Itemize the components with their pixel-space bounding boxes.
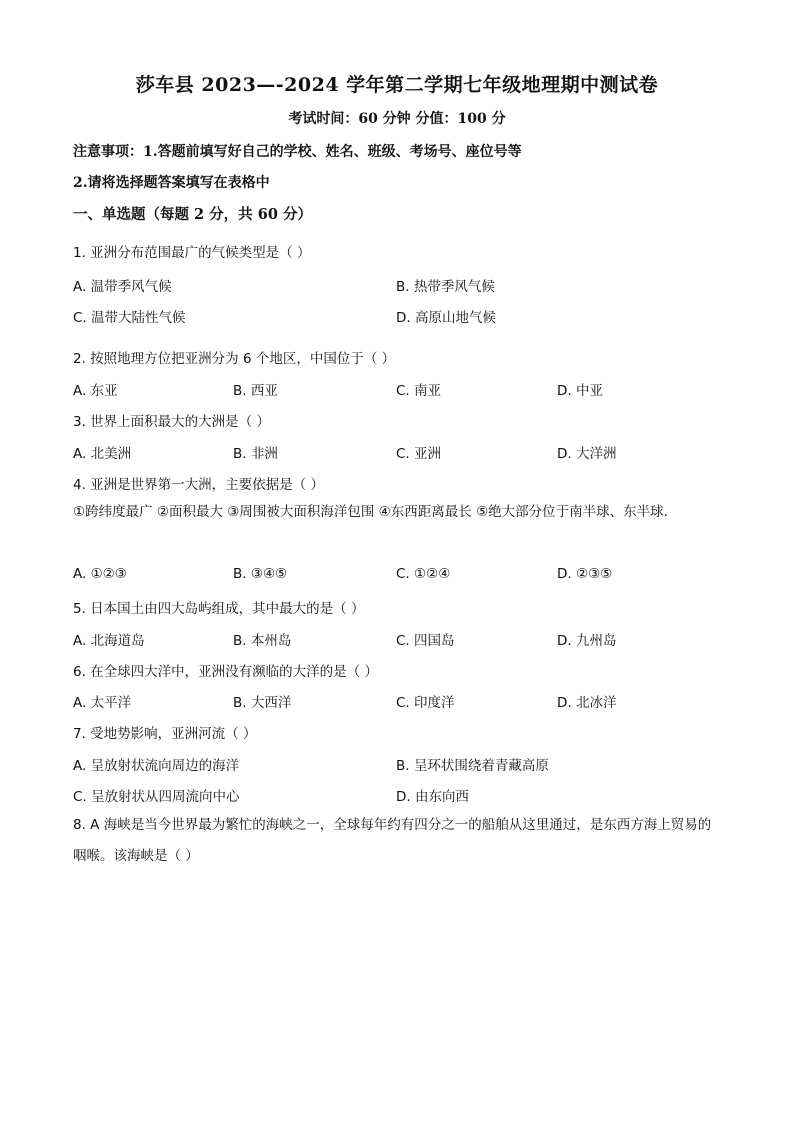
notice-line-2: 2.请将选择题答案填写在表格中 <box>73 175 270 191</box>
option-row <box>0 754 794 774</box>
question-stem-4: 4. 亚洲是世界第一大洲，主要依据是（ ） <box>73 477 324 493</box>
option-d: D. 高原山地气候 <box>396 310 496 326</box>
option-row <box>0 275 794 295</box>
option-a: A. 呈放射状流向周边的海洋 <box>73 758 240 774</box>
option-c: C. 温带大陆性气候 <box>73 310 186 326</box>
question-stem-6: 6. 在全球四大洋中，亚洲没有濒临的大洋的是（ ） <box>73 664 378 680</box>
option-row <box>0 566 794 586</box>
option-c: C. 四国岛 <box>396 633 455 649</box>
option-b: B. 西亚 <box>233 383 278 399</box>
option-a: A. 东亚 <box>73 383 118 399</box>
option-row <box>0 442 794 462</box>
option-b: B. 呈环状围绕着青藏高原 <box>396 758 549 774</box>
option-row <box>0 691 794 711</box>
option-d: D. 中亚 <box>557 383 603 399</box>
question-stem-1: 1. 亚洲分布范围最广的气候类型是（ ） <box>73 245 311 261</box>
option-b: B. 非洲 <box>233 446 278 462</box>
option-b: B. 热带季风气候 <box>396 279 495 295</box>
option-a: A. 太平洋 <box>73 695 132 711</box>
notice-line-1: 注意事项：1.答题前填写好自己的学校、姓名、班级、考场号、座位号等 <box>73 144 522 160</box>
option-a: A. ①②③ <box>73 566 127 582</box>
option-c: C. 亚洲 <box>396 446 442 462</box>
option-d: D. ②③⑤ <box>557 566 613 582</box>
option-row <box>0 379 794 399</box>
question-4-statements: ①跨纬度最广 ②面积最大 ③周围被大面积海洋包围 ④东西距离最长 ⑤绝大部分位于南半球、东半球． <box>73 504 678 520</box>
section-title: 一、单选题（每题 2 分，共 60 分） <box>73 206 312 223</box>
exam-info: 考试时间：60 分钟 分值：100 分 <box>288 111 506 127</box>
option-a: A. 温带季风气候 <box>73 279 172 295</box>
option-a: A. 北海道岛 <box>73 633 145 649</box>
option-d: D. 大洋洲 <box>557 446 617 462</box>
question-stem-5: 5. 日本国土由四大岛屿组成，其中最大的是（ ） <box>73 601 365 617</box>
option-row <box>0 629 794 649</box>
question-stem-7: 7. 受地势影响，亚洲河流（ ） <box>73 726 257 742</box>
option-c: C. ①②④ <box>396 566 451 582</box>
option-b: B. 大西洋 <box>233 695 292 711</box>
option-a: A. 北美洲 <box>73 446 132 462</box>
option-b: B. 本州岛 <box>233 633 292 649</box>
question-stem-2: 2. 按照地理方位把亚洲分为 6 个地区，中国位于（ ） <box>73 351 396 367</box>
option-c: C. 呈放射状从四周流向中心 <box>73 789 240 805</box>
option-c: C. 南亚 <box>396 383 442 399</box>
option-b: B. ③④⑤ <box>233 566 288 582</box>
page-title: 莎车县 2023—-2024 学年第二学期七年级地理期中测试卷 <box>135 74 659 96</box>
option-d: D. 北冰洋 <box>557 695 617 711</box>
question-stem-3: 3. 世界上面积最大的大洲是（ ） <box>73 414 270 430</box>
option-d: D. 由东向西 <box>396 789 469 805</box>
option-c: C. 印度洋 <box>396 695 455 711</box>
option-d: D. 九州岛 <box>557 633 617 649</box>
question-stem-8: 8. A 海峡是当今世界最为繁忙的海峡之一，全球每年约有四分之一的船舶从这里通过，是东西方海上贸易的咽喉。该海峡是（ ） <box>73 817 712 864</box>
option-row <box>0 785 794 805</box>
option-row <box>0 306 794 326</box>
